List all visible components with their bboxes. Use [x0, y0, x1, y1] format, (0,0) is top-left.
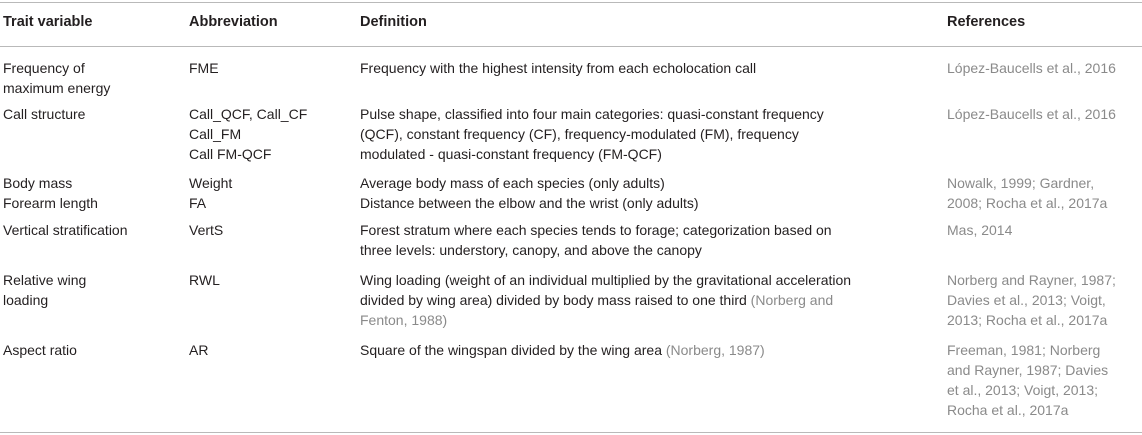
abbreviation-cell: Call_QCF, Call_CF Call_FM Call FM-QCF: [189, 106, 308, 162]
table-bottom-rule: [0, 432, 1142, 433]
reference-cell: Freeman, 1981; Norberg and Rayner, 1987; Davies et al., 2013; Voigt, 2013; Rocha et al., 2017a: [947, 342, 1109, 418]
definition-citation: (Norberg, 1987): [665, 342, 765, 358]
reference-cell: López-Baucells et al., 2016: [947, 106, 1116, 122]
definition-cell: Square of the wingspan divided by the wing area (Norberg, 1987): [360, 342, 765, 358]
table-header-rule: [0, 46, 1142, 47]
trait-cell: Aspect ratio: [3, 342, 77, 358]
header-abbreviation: Abbreviation: [189, 14, 278, 30]
definition-cell: Pulse shape, classified into four main categories: quasi-constant frequency (QCF), constant frequency (CF), frequency-modulated (FM), frequency modulated - quasi-constant frequency (FM-QCF): [360, 106, 824, 162]
definition-cell: Wing loading (weight of an individual multiplied by the gravitational acceleration divided by wing area) divided by body mass raised to one third (Norberg and Fenton, 1988): [360, 270, 920, 330]
reference-cell: Mas, 2014: [947, 222, 1013, 238]
trait-cell: Vertical stratification: [3, 222, 128, 238]
abbreviation-cell: FME: [189, 60, 219, 76]
trait-cell: Call structure: [3, 106, 86, 122]
header-references: References: [947, 14, 1026, 30]
reference-cell: Norberg and Rayner, 1987; Davies et al., 2013; Voigt, 2013; Rocha et al., 2017a: [947, 272, 1116, 328]
header-trait-variable: Trait variable: [3, 14, 93, 30]
definition-cell: Forest stratum where each species tends to forage; categorization based on three levels: understory, canopy, and above the canopy: [360, 222, 832, 258]
definition-citation: (Norberg and: [750, 292, 834, 308]
trait-cell: Relative wing loading: [3, 272, 87, 308]
header-definition: Definition: [360, 14, 427, 30]
abbreviation-cell: VertS: [189, 222, 224, 238]
trait-cell: Body mass Forearm length: [3, 175, 98, 211]
definition-citation: Fenton, 1988): [360, 312, 448, 328]
abbreviation-cell: RWL: [189, 272, 220, 288]
abbreviation-cell: Weight FA: [189, 175, 233, 211]
definition-cell: Frequency with the highest intensity from each echolocation call: [360, 60, 757, 76]
definition-cell: Average body mass of each species (only adults) Distance between the elbow and the wrist (only adults): [360, 175, 699, 211]
trait-cell: Frequency of maximum energy: [3, 60, 111, 96]
abbreviation-cell: AR: [189, 342, 209, 358]
reference-cell: Nowalk, 1999; Gardner, 2008; Rocha et al., 2017a: [947, 175, 1108, 211]
reference-cell: López-Baucells et al., 2016: [947, 60, 1116, 76]
table-top-rule: [0, 2, 1142, 3]
